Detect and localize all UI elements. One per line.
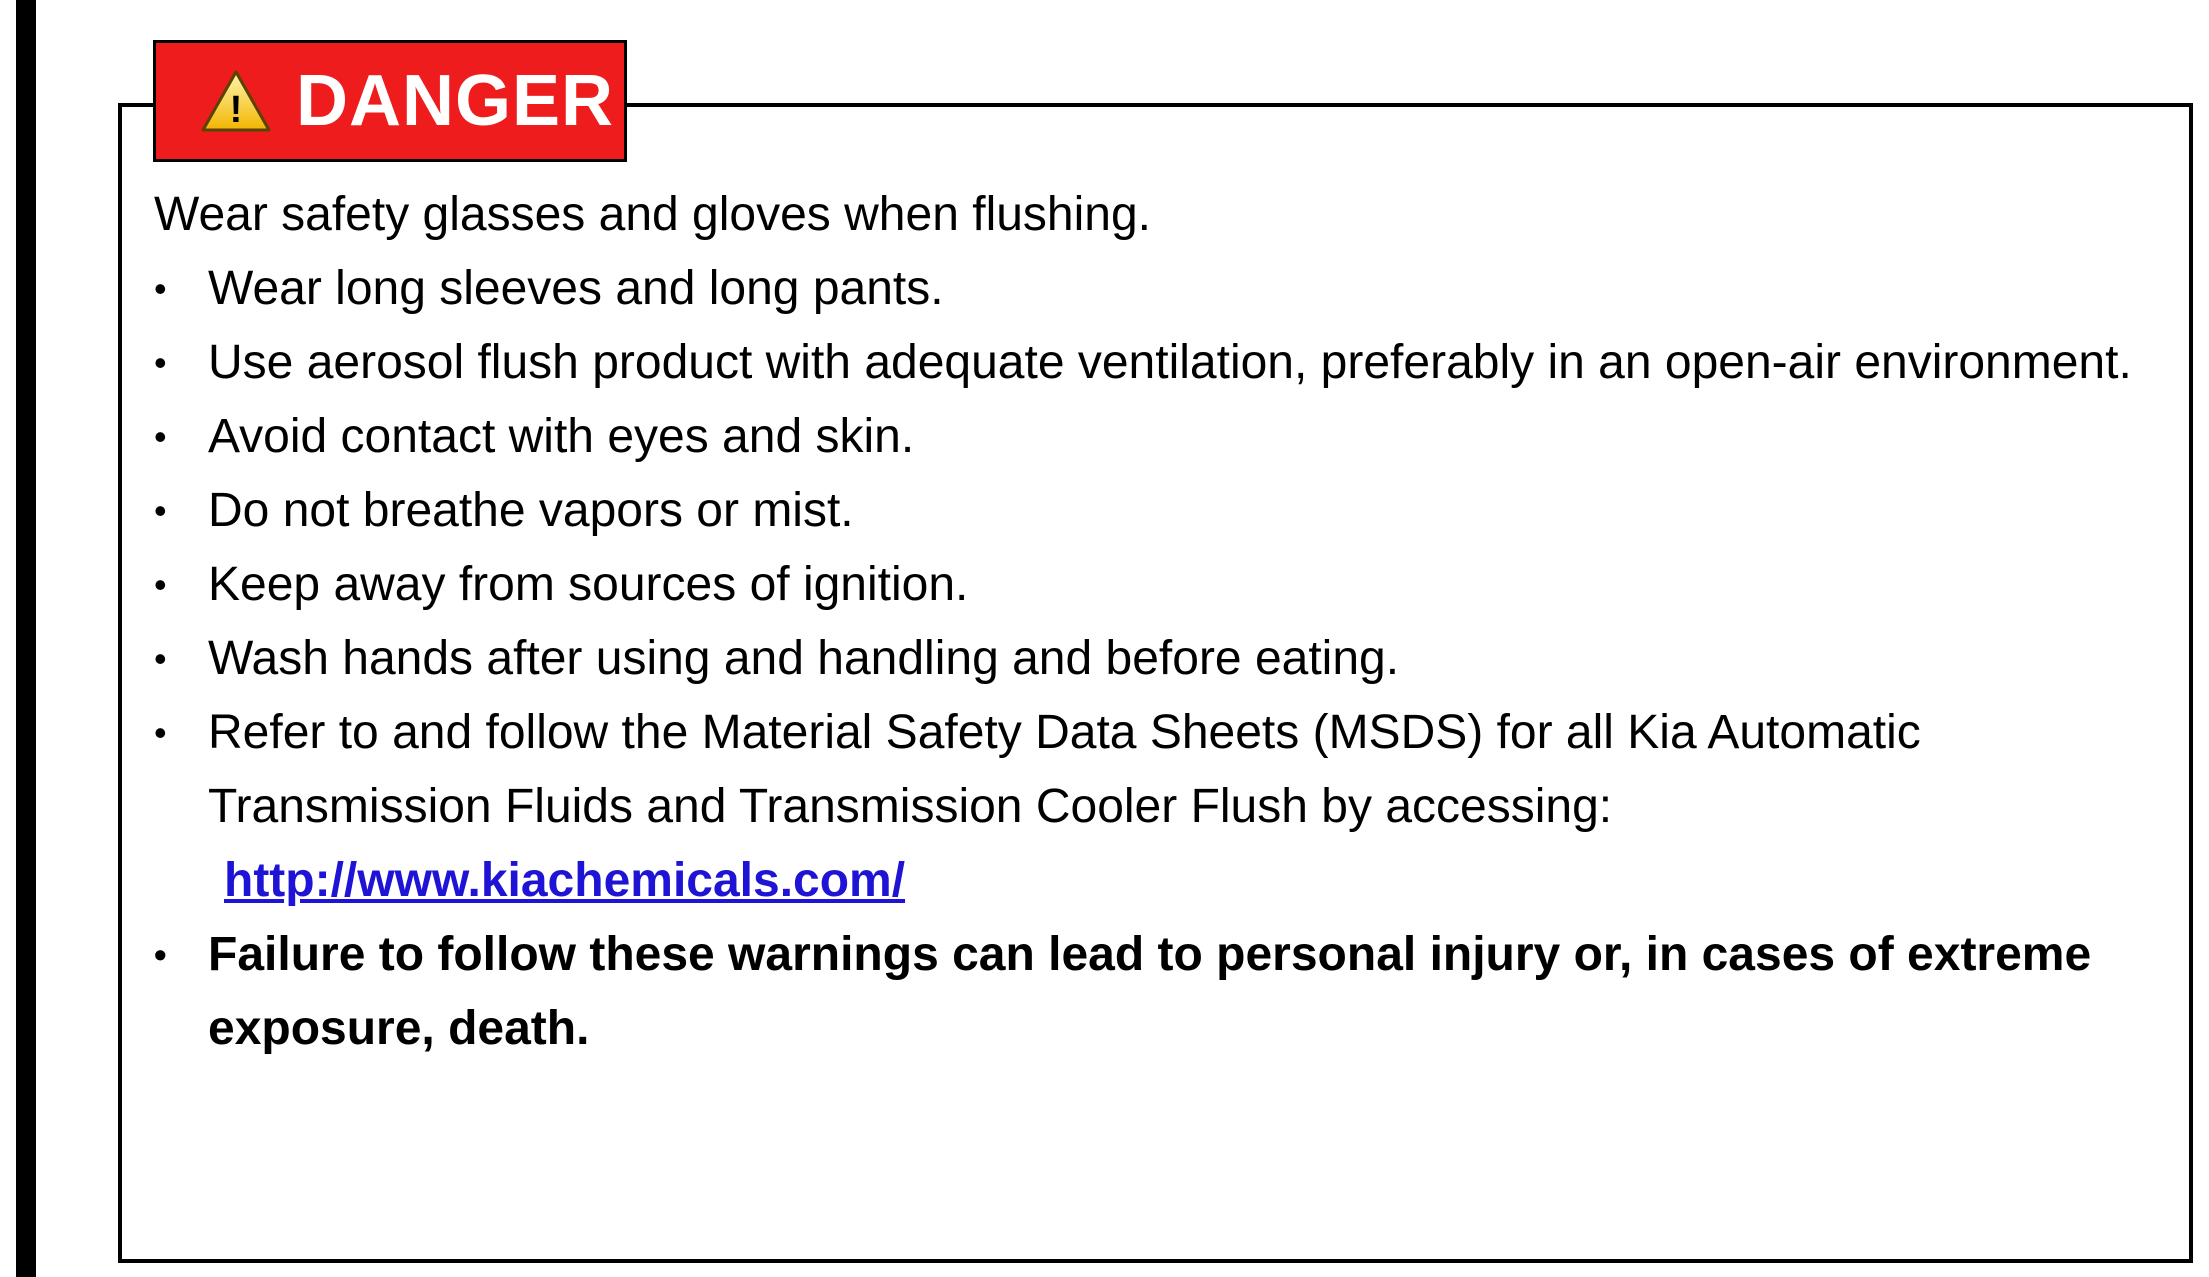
list-item: • Use aerosol flush product with adequate ventilation, preferably in an open-air environment.: [154, 326, 2134, 400]
list-item: • Do not breathe vapors or mist.: [154, 474, 2134, 548]
list-item-msds: [154, 696, 2134, 918]
list-item: • Avoid contact with eyes and skin.: [154, 400, 2134, 474]
list-item: • Wash hands after using and handling and before eating.: [154, 622, 2134, 696]
list-item: • Wear long sleeves and long pants.: [154, 252, 2134, 326]
warning-exclamation: !: [229, 89, 243, 131]
list-item: • Keep away from sources of ignition.: [154, 548, 2134, 622]
kiachemicals-link[interactable]: http://www.kiachemicals.com/: [224, 854, 906, 907]
warning-triangle-icon: [200, 69, 272, 133]
warning-content: [154, 178, 2134, 1066]
danger-heading: DANGER: [296, 61, 615, 141]
warning-list: [154, 252, 2134, 1066]
intro-text: Wear safety glasses and gloves when flushing.: [154, 188, 1152, 241]
left-margin-bar: [16, 0, 36, 1277]
final-warning: • Failure to follow these warnings can lead to personal injury or, in cases of extreme exposure, death.: [154, 918, 2134, 1066]
msds-text: Refer to and follow the Material Safety Data Sheets (MSDS) for all Kia Automatic Transmission Fluids and Transmission Cooler Flush by accessing:: [208, 706, 1921, 833]
danger-label: [153, 40, 627, 162]
